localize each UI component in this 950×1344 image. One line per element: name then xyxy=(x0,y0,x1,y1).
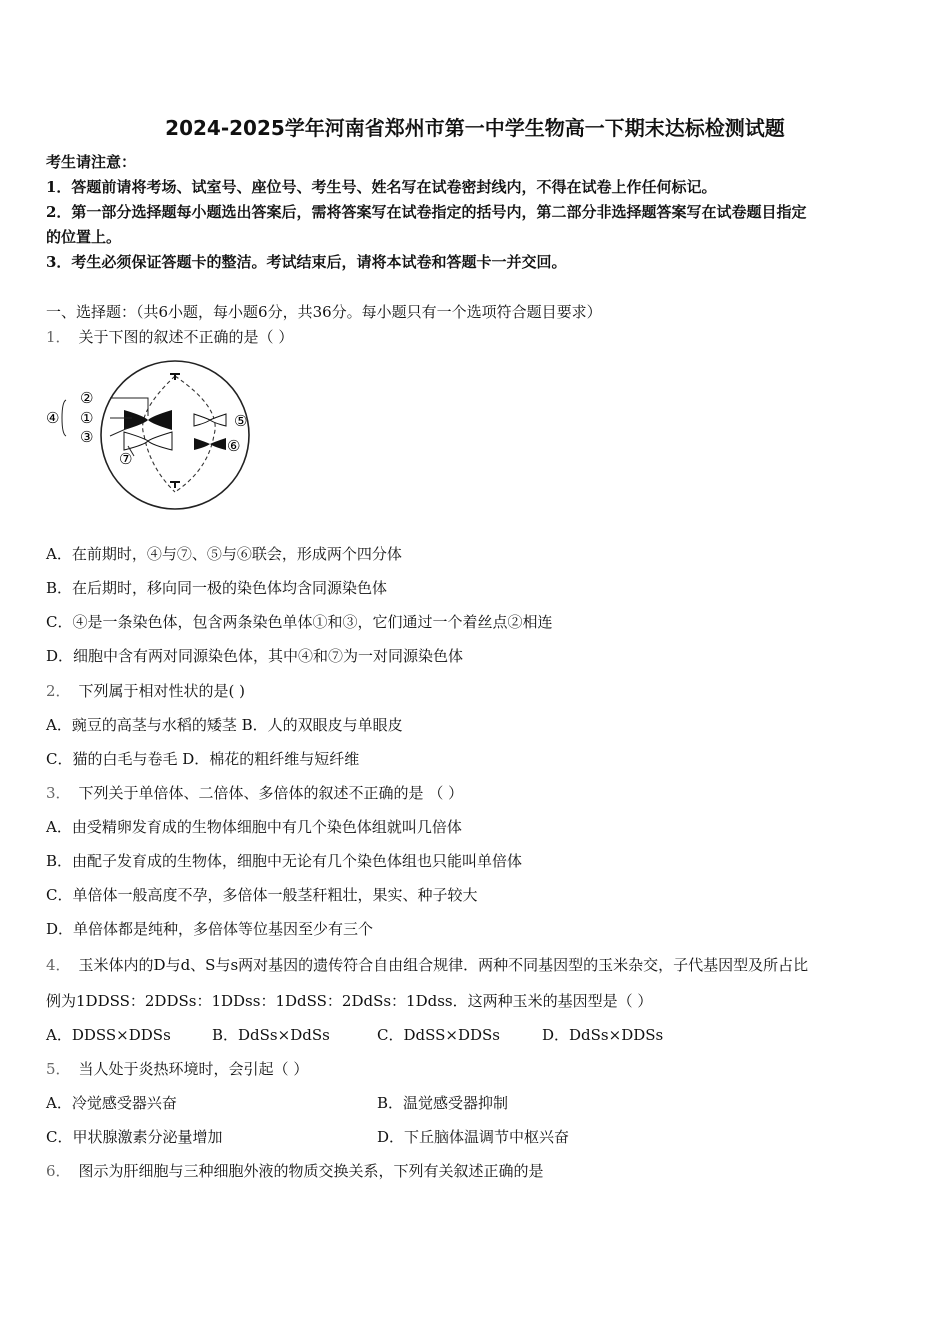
notice-item-1: 1．答题前请将考场、试室号、座位号、考生号、姓名写在试卷密封线内，不得在试卷上作任何标记。 xyxy=(46,178,717,196)
q1-option-d: D．细胞中含有两对同源染色体，其中④和⑦为一对同源染色体 xyxy=(46,647,464,665)
notice-heading: 考生请注意： xyxy=(46,153,137,171)
label-2: ② xyxy=(80,389,94,407)
q3-option-b: B．由配子发育成的生物体，细胞中无论有几个染色体组也只能叫单倍体 xyxy=(46,852,523,870)
cell-division-figure xyxy=(44,358,264,514)
notice-item-2: 2．第一部分选择题每小题选出答案后，需将答案写在试卷指定的括号内，第二部分非选择题答案写在试卷题目指定 xyxy=(46,203,807,221)
q3-option-c: C．单倍体一般高度不孕，多倍体一般茎秆粗壮，果实、种子较大 xyxy=(46,886,478,904)
question-number: 3． xyxy=(46,784,71,802)
chromosome-7-icon xyxy=(124,432,172,450)
q2-options-ab: A．豌豆的高茎与水稻的矮茎 B．人的双眼皮与单眼皮 xyxy=(46,716,403,734)
label-3: ③ xyxy=(80,428,94,446)
question-6 xyxy=(46,1161,544,1181)
question-2 xyxy=(46,681,245,701)
notice-item-2-cont: 的位置上。 xyxy=(46,228,122,246)
question-stem: 玉米体内的D与d、S与s两对基因的遗传符合自由组合规律．两种不同基因型的玉米杂交，子代基因型及所占比 xyxy=(78,956,809,974)
question-number: 4． xyxy=(46,956,71,974)
q4-option-c: C．DdSS×DDSs xyxy=(377,1026,500,1044)
label-4: ④ xyxy=(46,409,60,427)
centriole-top-icon xyxy=(170,374,180,380)
notice-item-3: 3．考生必须保证答题卡的整洁。考试结束后，请将本试卷和答题卡一并交回。 xyxy=(46,253,567,271)
q4-option-a: A．DDSS×DDSs xyxy=(46,1026,171,1044)
question-number: 2． xyxy=(46,682,71,700)
label-5: ⑤ xyxy=(234,412,248,430)
label-6: ⑥ xyxy=(227,437,241,455)
q5-option-d: D．下丘脑体温调节中枢兴奋 xyxy=(377,1128,570,1146)
question-1 xyxy=(46,327,293,347)
label-7: ⑦ xyxy=(119,450,133,468)
q5-option-b: B．温觉感受器抑制 xyxy=(377,1094,509,1112)
q3-option-d: D．单倍体都是纯种，多倍体等位基因至少有三个 xyxy=(46,920,374,938)
question-4 xyxy=(46,955,808,975)
chromosome-5-icon xyxy=(194,414,226,426)
q5-option-c: C．甲状腺激素分泌量增加 xyxy=(46,1128,223,1146)
q1-option-c: C．④是一条染色体，包含两条染色单体①和③，它们通过一个着丝点②相连 xyxy=(46,613,553,631)
question-stem: 图示为肝细胞与三种细胞外液的物质交换关系，下列有关叙述正确的是 xyxy=(78,1162,544,1180)
spindle-fiber-right xyxy=(175,376,215,492)
page-title: 2024-2025学年河南省郑州市第一中学生物高一下期末达标检测试题 xyxy=(165,116,785,140)
question-number: 6． xyxy=(46,1162,71,1180)
chromosome-6-icon xyxy=(194,438,226,450)
q4-option-d: D．DdSs×DDSs xyxy=(542,1026,664,1044)
question-4-cont: 例为1DDSS：2DDSs：1DDss：1DdSS：2DdSs：1Ddss．这两种玉米的基因型是（ ） xyxy=(46,992,653,1010)
section-heading: 一、选择题：（共6小题，每小题6分，共36分。每小题只有一个选项符合题目要求） xyxy=(46,303,602,321)
question-stem: 下列关于单倍体、二倍体、多倍体的叙述不正确的是 （ ） xyxy=(78,784,464,802)
question-stem: 当人处于炎热环境时，会引起（ ） xyxy=(78,1060,309,1078)
question-stem: 关于下图的叙述不正确的是（ ） xyxy=(78,328,294,346)
q5-option-a: A．冷觉感受器兴奋 xyxy=(46,1094,177,1112)
q4-option-b: B．DdSs×DdSs xyxy=(212,1026,330,1044)
q1-option-a: A．在前期时，④与⑦、⑤与⑥联会，形成两个四分体 xyxy=(46,545,402,563)
question-number: 1． xyxy=(46,328,71,346)
question-3 xyxy=(46,783,463,803)
q3-option-a: A．由受精卵发育成的生物体细胞中有几个染色体组就叫几倍体 xyxy=(46,818,462,836)
question-5 xyxy=(46,1059,308,1079)
q1-option-b: B．在后期时，移向同一极的染色体均含同源染色体 xyxy=(46,579,388,597)
label-1: ① xyxy=(80,409,94,427)
question-number: 5． xyxy=(46,1060,71,1078)
question-stem: 下列属于相对性状的是( ) xyxy=(78,682,246,700)
centriole-bottom-icon xyxy=(170,482,180,488)
q2-options-cd: C．猫的白毛与卷毛 D．棉花的粗纤维与短纤维 xyxy=(46,750,360,768)
